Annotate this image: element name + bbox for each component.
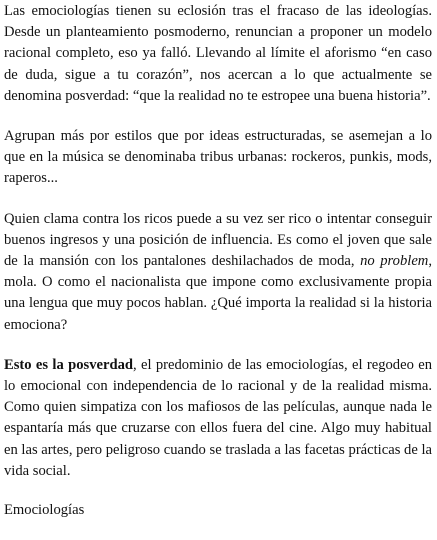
bold-lead-phrase: Esto es la posverdad <box>4 356 133 373</box>
signature: Emociologías <box>4 502 85 519</box>
paragraph-3 <box>4 209 432 336</box>
italic-phrase: no problem <box>360 253 429 270</box>
paragraph-3-text-before: Quien clama contra los ricos puede a su vez ser rico o intentar conseguir buenos ingresos y una posición de influencia. Es como el joven que sale de la mansión con los pantalones deshilachados de moda, <box>4 210 432 270</box>
paragraph-4-text: , el predominio de las emociologías, el regodeo en lo emocional con independencia de lo racional y de la realidad misma. Como quien simpatiza con los mafiosos de las películas, aunque nada le espantaría más que cruzarse con ellos fuera del cine. Algo muy habitual en las artes, pero peligroso cuando se traslada a las facetas prácticas de la vida social. <box>4 356 432 479</box>
paragraph-4 <box>4 355 432 482</box>
paragraph-2: Agrupan más por estilos que por ideas estructuradas, se asemejan a lo que en la música se denominaba tribus urbanas: rockeros, punkis, mods, raperos... <box>4 128 432 187</box>
paragraph-3-text-after: , mola. O como el nacionalista que impone como exclusivamente propia una lengua que muy pocos hablan. ¿Qué importa la realidad si la historia emociona? <box>4 253 432 333</box>
document-body <box>4 1 432 540</box>
paragraph-1: Las emociologías tienen su eclosión tras el fracaso de las ideologías. Desde un planteamiento posmoderno, renuncian a proponer un modelo racional completo, eso ya falló. Llevando al límite el aforismo “en caso de duda, sigue a tu corazón”, nos acercan a lo que actualmente se denomina posverdad: “que la realidad no te estropee una buena historia”. <box>4 3 432 104</box>
